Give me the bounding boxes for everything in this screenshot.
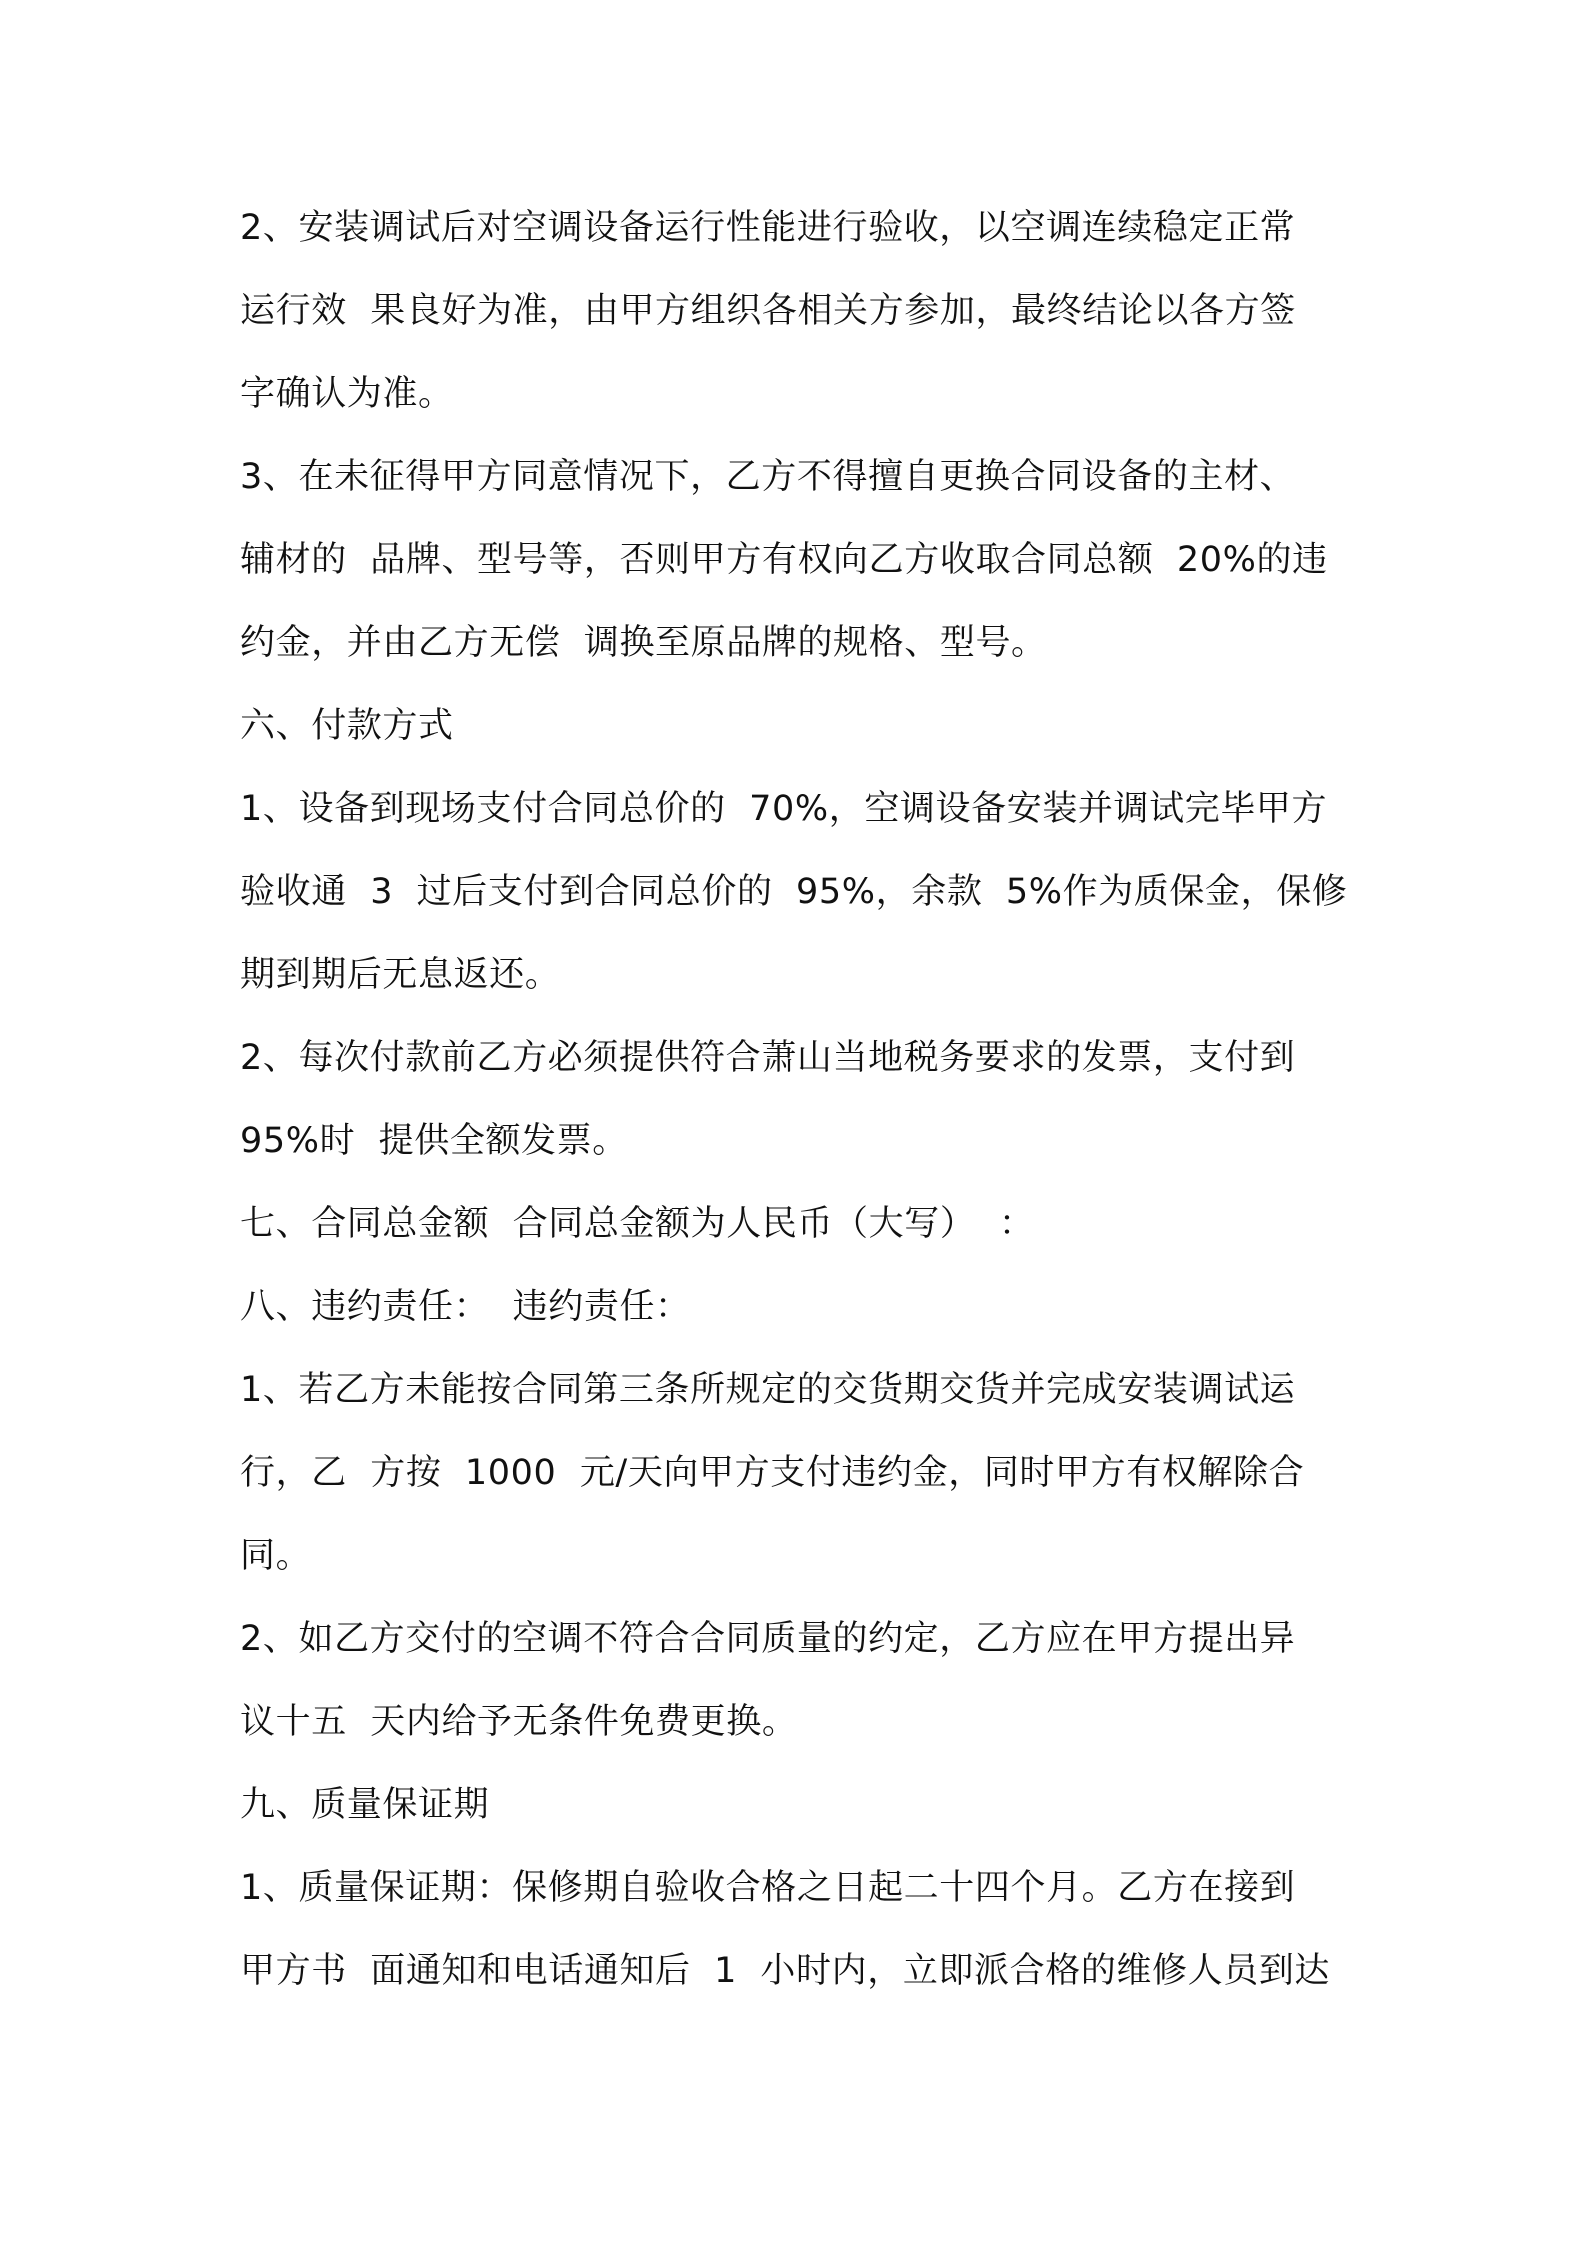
text-line: 期到期后无息返还。 (240, 955, 561, 995)
text-line: 1、设备到现场支付合同总价的 70%，空调设备安装并调试完毕甲方 (240, 789, 1328, 829)
text-line: 字确认为准。 (240, 374, 454, 414)
text-line: 行，乙 方按 1000 元/天向甲方支付违约金，同时甲方有权解除合 (240, 1453, 1305, 1493)
text-line: 辅材的 品牌、型号等，否则甲方有权向乙方收取合同总额 20%的违 (240, 540, 1328, 580)
text-line: 2、每次付款前乙方必须提供符合萧山当地税务要求的发票，支付到 (240, 1038, 1296, 1078)
text-line: 3、在未征得甲方同意情况下，乙方不得擅自更换合同设备的主材、 (240, 457, 1296, 497)
section-heading: 八、违约责任： 违约责任： (240, 1287, 691, 1327)
text-line: 验收通 3 过后支付到合同总价的 95%，余款 5%作为质保金，保修 (240, 872, 1348, 912)
text-line: 2、安装调试后对空调设备运行性能进行验收，以空调连续稳定正常 (240, 208, 1296, 248)
section-heading: 九、质量保证期 (240, 1785, 490, 1825)
text-line: 95%时 提供全额发票。 (240, 1121, 628, 1161)
text-line: 议十五 天内给予无条件免费更换。 (240, 1702, 798, 1742)
text-line: 约金，并由乙方无偿 调换至原品牌的规格、型号。 (240, 623, 1047, 663)
text-line: 甲方书 面通知和电话通知后 1 小时内，立即派合格的维修人员到达 (240, 1951, 1331, 1991)
text-line: 1、质量保证期：保修期自验收合格之日起二十四个月。乙方在接到 (240, 1868, 1296, 1908)
text-line: 同。 (240, 1536, 312, 1576)
text-line: 运行效 果良好为准，由甲方组织各相关方参加，最终结论以各方签 (240, 291, 1296, 331)
section-heading: 六、付款方式 (240, 706, 454, 746)
text-line: 2、如乙方交付的空调不符合合同质量的约定，乙方应在甲方提出异 (240, 1619, 1296, 1659)
section-heading: 七、合同总金额 合同总金额为人民币（大写） ： (240, 1204, 1035, 1244)
text-line: 1、若乙方未能按合同第三条所规定的交货期交货并完成安装调试运 (240, 1370, 1296, 1410)
